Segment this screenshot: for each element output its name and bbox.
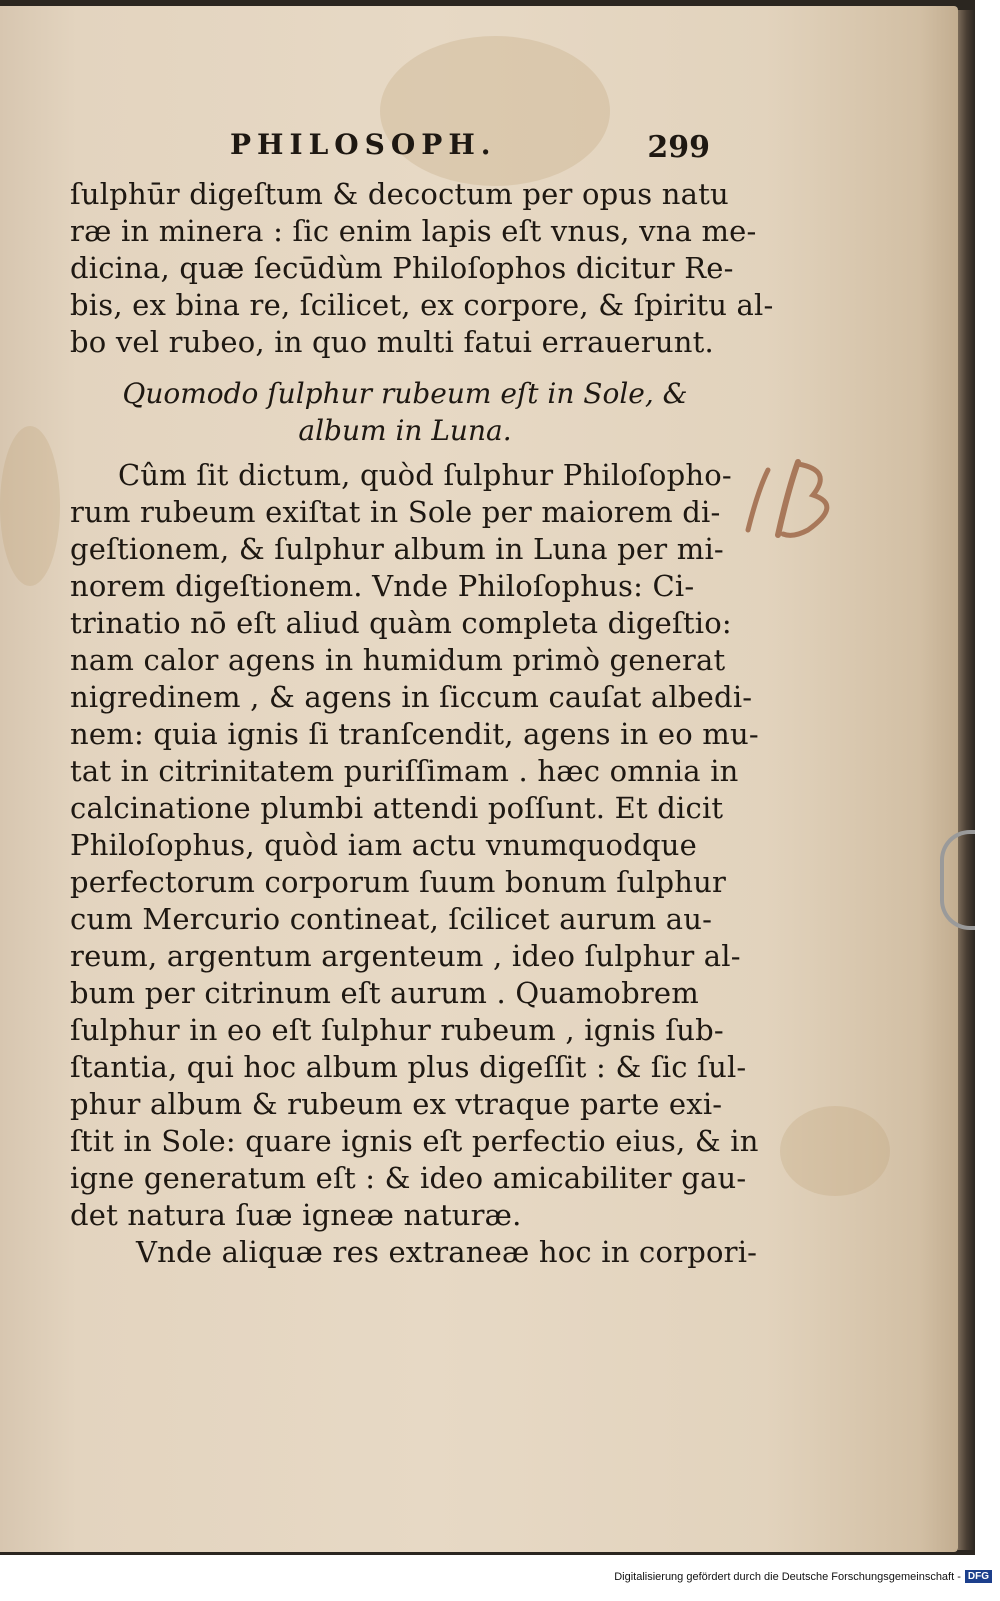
text-line: bis, ex bina re, ſcilicet, ex corpore, & ſpiritu al- xyxy=(70,288,774,322)
text-line: ſulphūr digeſtum & decoctum per opus natu xyxy=(70,177,729,211)
text-line: ſtantia, qui hoc album plus digeſſit : & ſic ſul- xyxy=(70,1050,747,1084)
running-head-title: PHILOSOPH. xyxy=(230,128,497,161)
text-line: bo vel rubeo, in quo multi fatui errauerunt. xyxy=(70,325,714,359)
text-line: calcinatione plumbi attendi poſſunt. Et dicit xyxy=(70,791,724,825)
paragraph-2 xyxy=(70,457,759,1234)
text-line: Vnde aliquæ res extraneæ hoc in corpori- xyxy=(136,1235,758,1269)
digitization-credit xyxy=(614,1570,992,1583)
text-line: reum, argentum argenteum , ideo ſulphur al- xyxy=(70,939,741,973)
text-line: Cûm ſit dictum, quòd ſulphur Philoſopho- xyxy=(118,458,732,492)
paper-stain xyxy=(0,426,60,586)
text-line: perfectorum corporum ſuum bonum ſulphur xyxy=(70,865,727,899)
page-number: 299 xyxy=(647,130,710,165)
text-line: rum rubeum exiſtat in Sole per maiorem di- xyxy=(70,495,721,529)
text-line: norem digeſtionem. Vnde Philoſophus: Ci- xyxy=(70,569,695,603)
dfg-logo: DFG xyxy=(965,1570,992,1583)
text-line: nam calor agens in humidum primò generat xyxy=(70,643,726,677)
text-line: nem: quia ignis ſi tranſcendit, agens in eo mu- xyxy=(70,717,759,751)
text-line: dicina, quæ ſecūdùm Philoſophos dicitur Re- xyxy=(70,251,734,285)
text-line: Philoſophus, quòd iam actu vnumquodque xyxy=(70,828,697,862)
page-edge xyxy=(958,10,975,1550)
handwritten-annotation xyxy=(738,450,858,550)
text-line: ſulphur in eo eſt ſulphur rubeum , ignis ſub- xyxy=(70,1013,724,1047)
text-line: cum Mercurio contineat, ſcilicet aurum au- xyxy=(70,902,713,936)
section-heading xyxy=(70,375,740,449)
text-line: nigredinem , & agens in ſiccum cauſat albedi- xyxy=(70,680,753,714)
paper-stain xyxy=(780,1106,890,1196)
paragraph-1 xyxy=(70,176,774,361)
heading-line: album in Luna. xyxy=(298,414,512,447)
credit-text: Digitalisierung gefördert durch die Deutsche Forschungsgemeinschaft - xyxy=(614,1570,961,1583)
paragraph-3 xyxy=(70,1234,758,1271)
running-head xyxy=(70,122,740,176)
text-line: trinatio nō eſt aliud quàm completa digeſtio: xyxy=(70,606,732,640)
text-line: igne generatum eſt : & ideo amicabiliter gau- xyxy=(70,1161,747,1195)
text-line: det natura ſuæ igneæ naturæ. xyxy=(70,1198,522,1232)
text-line: geſtionem, & ſulphur album in Luna per mi- xyxy=(70,532,724,566)
text-block xyxy=(70,122,774,1271)
book-clip xyxy=(940,830,975,930)
text-line: phur album & rubeum ex vtraque parte exi- xyxy=(70,1087,723,1121)
text-line: ræ in minera : ſic enim lapis eſt vnus, vna me- xyxy=(70,214,757,248)
text-line: tat in citrinitatem puriſſimam . hæc omnia in xyxy=(70,754,739,788)
heading-line: Quomodo ſulphur rubeum eſt in Sole, & xyxy=(122,377,688,410)
text-line: bum per citrinum eſt aurum . Quamobrem xyxy=(70,976,699,1010)
text-line: ſtit in Sole: quare ignis eſt perfectio eius, & in xyxy=(70,1124,759,1158)
